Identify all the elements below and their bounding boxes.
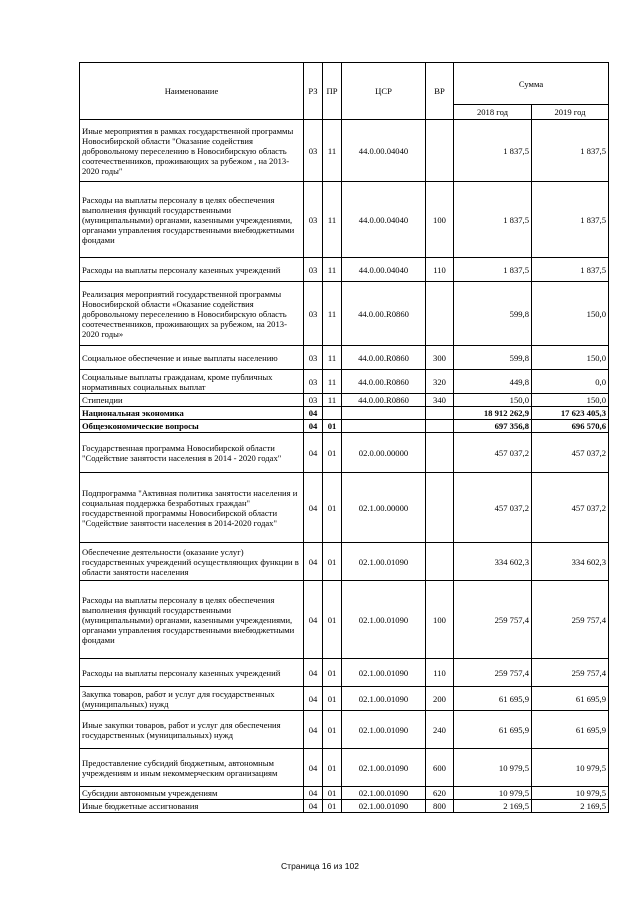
cell-rz: 04 [304,687,323,711]
table-row [80,581,609,659]
cell-csr: 44.0.00.04040 [342,182,426,258]
cell-rz: 03 [304,394,323,407]
budget-table [79,62,609,813]
cell-vr: 600 [426,749,454,787]
table-row [80,420,609,433]
table-row [80,370,609,394]
cell-rz: 03 [304,120,323,182]
cell-pr: 01 [323,687,342,711]
header-year-2018: 2018 год [454,105,532,120]
table-row [80,433,609,473]
cell-pr: 01 [323,420,342,433]
cell-vr: 100 [426,182,454,258]
header-name: Наименование [80,63,304,120]
cell-sum-2018: 1 837,5 [454,120,532,182]
cell-sum-2018: 10 979,5 [454,787,532,800]
cell-pr [323,407,342,420]
cell-sum-2018: 10 979,5 [454,749,532,787]
cell-rz: 04 [304,543,323,581]
cell-pr: 01 [323,543,342,581]
cell-csr [342,420,426,433]
table-header [80,63,609,120]
cell-sum-2019: 61 695,9 [532,711,609,749]
cell-vr: 300 [426,346,454,370]
cell-rz: 04 [304,473,323,543]
table-row [80,711,609,749]
cell-name: Государственная программа Новосибирской области "Содействие занятости населения в 2014 - 2020 годах" [80,433,304,473]
cell-pr: 01 [323,581,342,659]
cell-csr: 44.0.00.R0860 [342,394,426,407]
cell-vr [426,473,454,543]
cell-name: Подпрограмма "Активная политика занятости населения и социальная поддержка безработных граждан" государственной программы Новосибирской области "Содействие занятости населения в 2014-2020 годах" [80,473,304,543]
cell-sum-2018: 259 757,4 [454,659,532,687]
page-footer: Страница 16 из 102 [281,861,359,871]
cell-csr: 44.0.00.04040 [342,120,426,182]
cell-pr: 11 [323,182,342,258]
cell-sum-2018: 61 695,9 [454,711,532,749]
header-rz: РЗ [304,63,323,120]
cell-sum-2018: 599,8 [454,282,532,346]
cell-vr: 200 [426,687,454,711]
cell-pr: 11 [323,394,342,407]
table-row [80,687,609,711]
cell-pr: 11 [323,370,342,394]
cell-vr [426,543,454,581]
cell-name: Иные мероприятия в рамках государственной программы Новосибирской области "Оказание содействия добровольному переселению в Новосибирскую область соотечественников, проживающих за рубежом , на 2013-2020 годы" [80,120,304,182]
cell-sum-2018: 150,0 [454,394,532,407]
cell-rz: 03 [304,258,323,282]
cell-rz: 04 [304,420,323,433]
cell-sum-2018: 1 837,5 [454,182,532,258]
cell-sum-2019: 457 037,2 [532,473,609,543]
cell-csr: 02.1.00.01090 [342,749,426,787]
cell-sum-2019: 1 837,5 [532,182,609,258]
cell-pr: 11 [323,282,342,346]
cell-vr: 320 [426,370,454,394]
cell-rz: 04 [304,581,323,659]
header-vr: ВР [426,63,454,120]
table-row [80,182,609,258]
cell-sum-2019: 457 037,2 [532,433,609,473]
cell-csr: 02.1.00.01090 [342,687,426,711]
cell-pr: 01 [323,659,342,687]
cell-vr: 620 [426,787,454,800]
cell-csr [342,407,426,420]
cell-sum-2019: 150,0 [532,282,609,346]
cell-csr: 02.1.00.01090 [342,659,426,687]
cell-pr: 01 [323,749,342,787]
cell-name: Стипендии [80,394,304,407]
cell-name: Субсидии автономным учреждениям [80,787,304,800]
cell-vr: 100 [426,581,454,659]
cell-vr: 800 [426,800,454,813]
header-csr: ЦСР [342,63,426,120]
cell-csr: 44.0.00.R0860 [342,370,426,394]
cell-sum-2018: 449,8 [454,370,532,394]
cell-rz: 04 [304,659,323,687]
header-pr: ПР [323,63,342,120]
table-row [80,120,609,182]
table-row [80,346,609,370]
cell-pr: 01 [323,473,342,543]
cell-sum-2019: 334 602,3 [532,543,609,581]
cell-sum-2018: 259 757,4 [454,581,532,659]
cell-sum-2018: 457 037,2 [454,433,532,473]
cell-name: Иные бюджетные ассигнования [80,800,304,813]
cell-rz: 04 [304,433,323,473]
cell-sum-2019: 1 837,5 [532,258,609,282]
table-row [80,394,609,407]
cell-sum-2018: 334 602,3 [454,543,532,581]
cell-pr: 01 [323,711,342,749]
cell-sum-2019: 150,0 [532,346,609,370]
table-row [80,473,609,543]
cell-rz: 03 [304,370,323,394]
cell-name: Социальные выплаты гражданам, кроме публичных нормативных социальных выплат [80,370,304,394]
cell-vr [426,120,454,182]
cell-sum-2019: 696 570,6 [532,420,609,433]
cell-csr: 02.1.00.01090 [342,543,426,581]
table-body [80,120,609,813]
cell-vr: 110 [426,659,454,687]
cell-name: Предоставление субсидий бюджетным, автономным учреждениям и иным некоммерческим организациям [80,749,304,787]
cell-csr: 44.0.00.R0860 [342,346,426,370]
cell-vr: 240 [426,711,454,749]
table-row [80,258,609,282]
cell-rz: 03 [304,346,323,370]
cell-name: Расходы на выплаты персоналу казенных учреждений [80,659,304,687]
cell-csr: 02.1.00.01090 [342,787,426,800]
cell-sum-2018: 599,8 [454,346,532,370]
cell-csr: 44.0.00.R0860 [342,282,426,346]
cell-rz: 03 [304,282,323,346]
cell-sum-2019: 10 979,5 [532,787,609,800]
cell-name: Расходы на выплаты персоналу в целях обеспечения выполнения функций государственными (муниципальными) органами, казенными учреждениями, органами управления государственными внебюджетными фондами [80,182,304,258]
cell-sum-2018: 2 169,5 [454,800,532,813]
cell-rz: 03 [304,182,323,258]
cell-pr: 01 [323,433,342,473]
cell-vr [426,407,454,420]
cell-name: Расходы на выплаты персоналу в целях обеспечения выполнения функций государственными (муниципальными) органами, казенными учреждениями, органами управления государственными внебюджетными фондами [80,581,304,659]
cell-name: Общеэкономические вопросы [80,420,304,433]
cell-vr: 340 [426,394,454,407]
cell-name: Реализация мероприятий государственной программы Новосибирской области «Оказание содействия добровольному переселению в Новосибирскую область соотечественников, проживающих за рубежом, на 2013-2020 годы» [80,282,304,346]
cell-csr: 02.1.00.00000 [342,473,426,543]
cell-name: Закупка товаров, работ и услуг для государственных (муниципальных) нужд [80,687,304,711]
cell-sum-2018: 18 912 262,9 [454,407,532,420]
cell-name: Расходы на выплаты персоналу казенных учреждений [80,258,304,282]
cell-pr: 11 [323,258,342,282]
cell-csr: 02.0.00.00000 [342,433,426,473]
cell-rz: 04 [304,711,323,749]
cell-csr: 02.1.00.01090 [342,581,426,659]
cell-pr: 01 [323,800,342,813]
cell-sum-2019: 150,0 [532,394,609,407]
cell-csr: 02.1.00.01090 [342,711,426,749]
cell-csr: 44.0.00.04040 [342,258,426,282]
header-year-2019: 2019 год [532,105,609,120]
table-row [80,800,609,813]
cell-sum-2019: 259 757,4 [532,659,609,687]
cell-rz: 04 [304,407,323,420]
cell-vr [426,420,454,433]
table-row [80,282,609,346]
cell-sum-2019: 61 695,9 [532,687,609,711]
cell-sum-2019: 0,0 [532,370,609,394]
cell-rz: 04 [304,749,323,787]
cell-vr [426,433,454,473]
cell-name: Национальная экономика [80,407,304,420]
cell-rz: 04 [304,800,323,813]
table-row [80,407,609,420]
table-row [80,749,609,787]
table-row [80,543,609,581]
cell-pr: 11 [323,120,342,182]
cell-sum-2018: 61 695,9 [454,687,532,711]
cell-sum-2019: 2 169,5 [532,800,609,813]
cell-vr: 110 [426,258,454,282]
cell-sum-2019: 10 979,5 [532,749,609,787]
cell-csr: 02.1.00.01090 [342,800,426,813]
cell-name: Иные закупки товаров, работ и услуг для обеспечения государственных (муниципальных) нужд [80,711,304,749]
cell-sum-2019: 17 623 405,3 [532,407,609,420]
cell-sum-2019: 259 757,4 [532,581,609,659]
cell-rz: 04 [304,787,323,800]
cell-sum-2018: 697 356,8 [454,420,532,433]
cell-sum-2019: 1 837,5 [532,120,609,182]
table-row [80,787,609,800]
cell-pr: 11 [323,346,342,370]
table-row [80,659,609,687]
cell-vr [426,282,454,346]
cell-pr: 01 [323,787,342,800]
cell-name: Обеспечение деятельности (оказание услуг) государственных учреждений осуществляющих функции в области занятости населения [80,543,304,581]
cell-name: Социальное обеспечение и иные выплаты населению [80,346,304,370]
cell-sum-2018: 1 837,5 [454,258,532,282]
header-sum: Сумма [454,63,609,105]
cell-sum-2018: 457 037,2 [454,473,532,543]
